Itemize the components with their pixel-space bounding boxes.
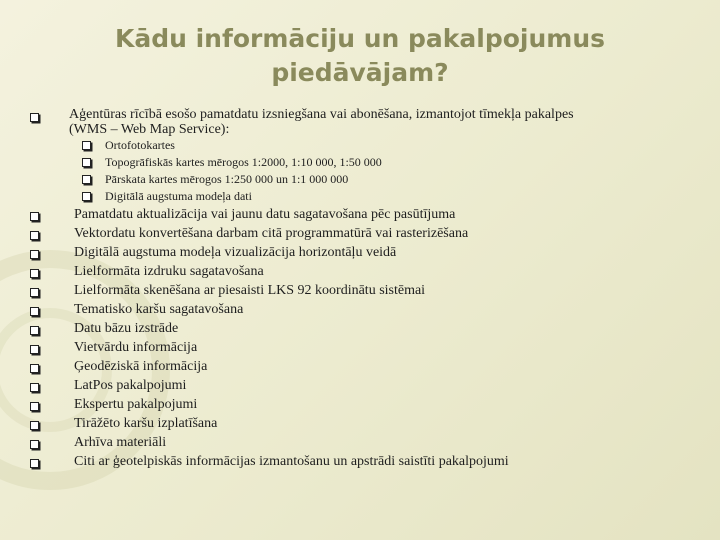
- checkbox-bullet-icon: [30, 288, 39, 297]
- list-item: Ekspertu pakalpojumi: [74, 397, 198, 412]
- title-line-2: piedāvājam?: [271, 58, 449, 87]
- list-item: Tirāžēto karšu izplatīšana: [74, 416, 218, 431]
- checkbox-bullet-icon: [30, 402, 39, 411]
- checkbox-bullet-icon: [30, 307, 39, 316]
- list-item: Tematisko karšu sagatavošana: [74, 302, 244, 317]
- sub-item: Topogrāfiskās kartes mērogos 1:2000, 1:10 000, 1:50 000: [105, 155, 382, 169]
- checkbox-bullet-icon: [30, 421, 39, 430]
- list-item: Lielformāta izdruku sagatavošana: [74, 264, 264, 279]
- list-item: Vietvārdu informācija: [74, 340, 198, 355]
- intro-text-line-1: Aģentūras rīcībā esošo pamatdatu izsniegšana vai abonēšana, izmantojot tīmekļa pakalpes: [69, 107, 574, 122]
- checkbox-bullet-icon: [82, 141, 91, 150]
- checkbox-bullet-icon: [30, 345, 39, 354]
- checkbox-bullet-icon: [30, 440, 39, 449]
- checkbox-bullet-icon: [82, 192, 91, 201]
- checkbox-bullet-icon: [82, 158, 91, 167]
- list-item: Digitālā augstuma modeļa vizualizācija horizontāļu veidā: [74, 245, 397, 260]
- checkbox-bullet-icon: [30, 383, 39, 392]
- list-item: Citi ar ģeotelpiskās informācijas izmantošanu un apstrādi saistīti pakalpojumi: [74, 454, 509, 469]
- checkbox-bullet-icon: [82, 175, 91, 184]
- list-item: Ģeodēziskā informācija: [74, 359, 208, 374]
- intro-text-line-2: (WMS – Web Map Service):: [69, 122, 230, 137]
- checkbox-bullet-icon: [30, 459, 39, 468]
- checkbox-bullet-icon: [30, 231, 39, 240]
- sub-item: Pārskata kartes mērogos 1:250 000 un 1:1 000 000: [105, 172, 349, 186]
- title-line-1: Kādu informāciju un pakalpojumus: [114, 24, 606, 53]
- checkbox-bullet-icon: [30, 212, 39, 221]
- checkbox-bullet-icon: [30, 326, 39, 335]
- list-item: Datu bāzu izstrāde: [74, 321, 179, 336]
- list-item: LatPos pakalpojumi: [74, 378, 187, 393]
- list-item: Pamatdatu aktualizācija vai jaunu datu sagatavošana pēc pasūtījuma: [74, 207, 456, 222]
- checkbox-bullet-icon: [30, 250, 39, 259]
- list-item: Arhīva materiāli: [74, 435, 167, 450]
- list-item: Lielformāta skenēšana ar piesaisti LKS 92 koordinātu sistēmai: [74, 283, 426, 298]
- checkbox-bullet-icon: [30, 269, 39, 278]
- checkbox-bullet-icon: [30, 364, 39, 373]
- sub-item: Ortofotokartes: [105, 138, 175, 152]
- checkbox-bullet-icon: [30, 113, 39, 122]
- slide-title: [60, 22, 660, 90]
- list-item: Vektordatu konvertēšana darbam citā programmatūrā vai rasterizēšana: [74, 226, 469, 241]
- sub-item: Digitālā augstuma modeļa dati: [105, 189, 252, 203]
